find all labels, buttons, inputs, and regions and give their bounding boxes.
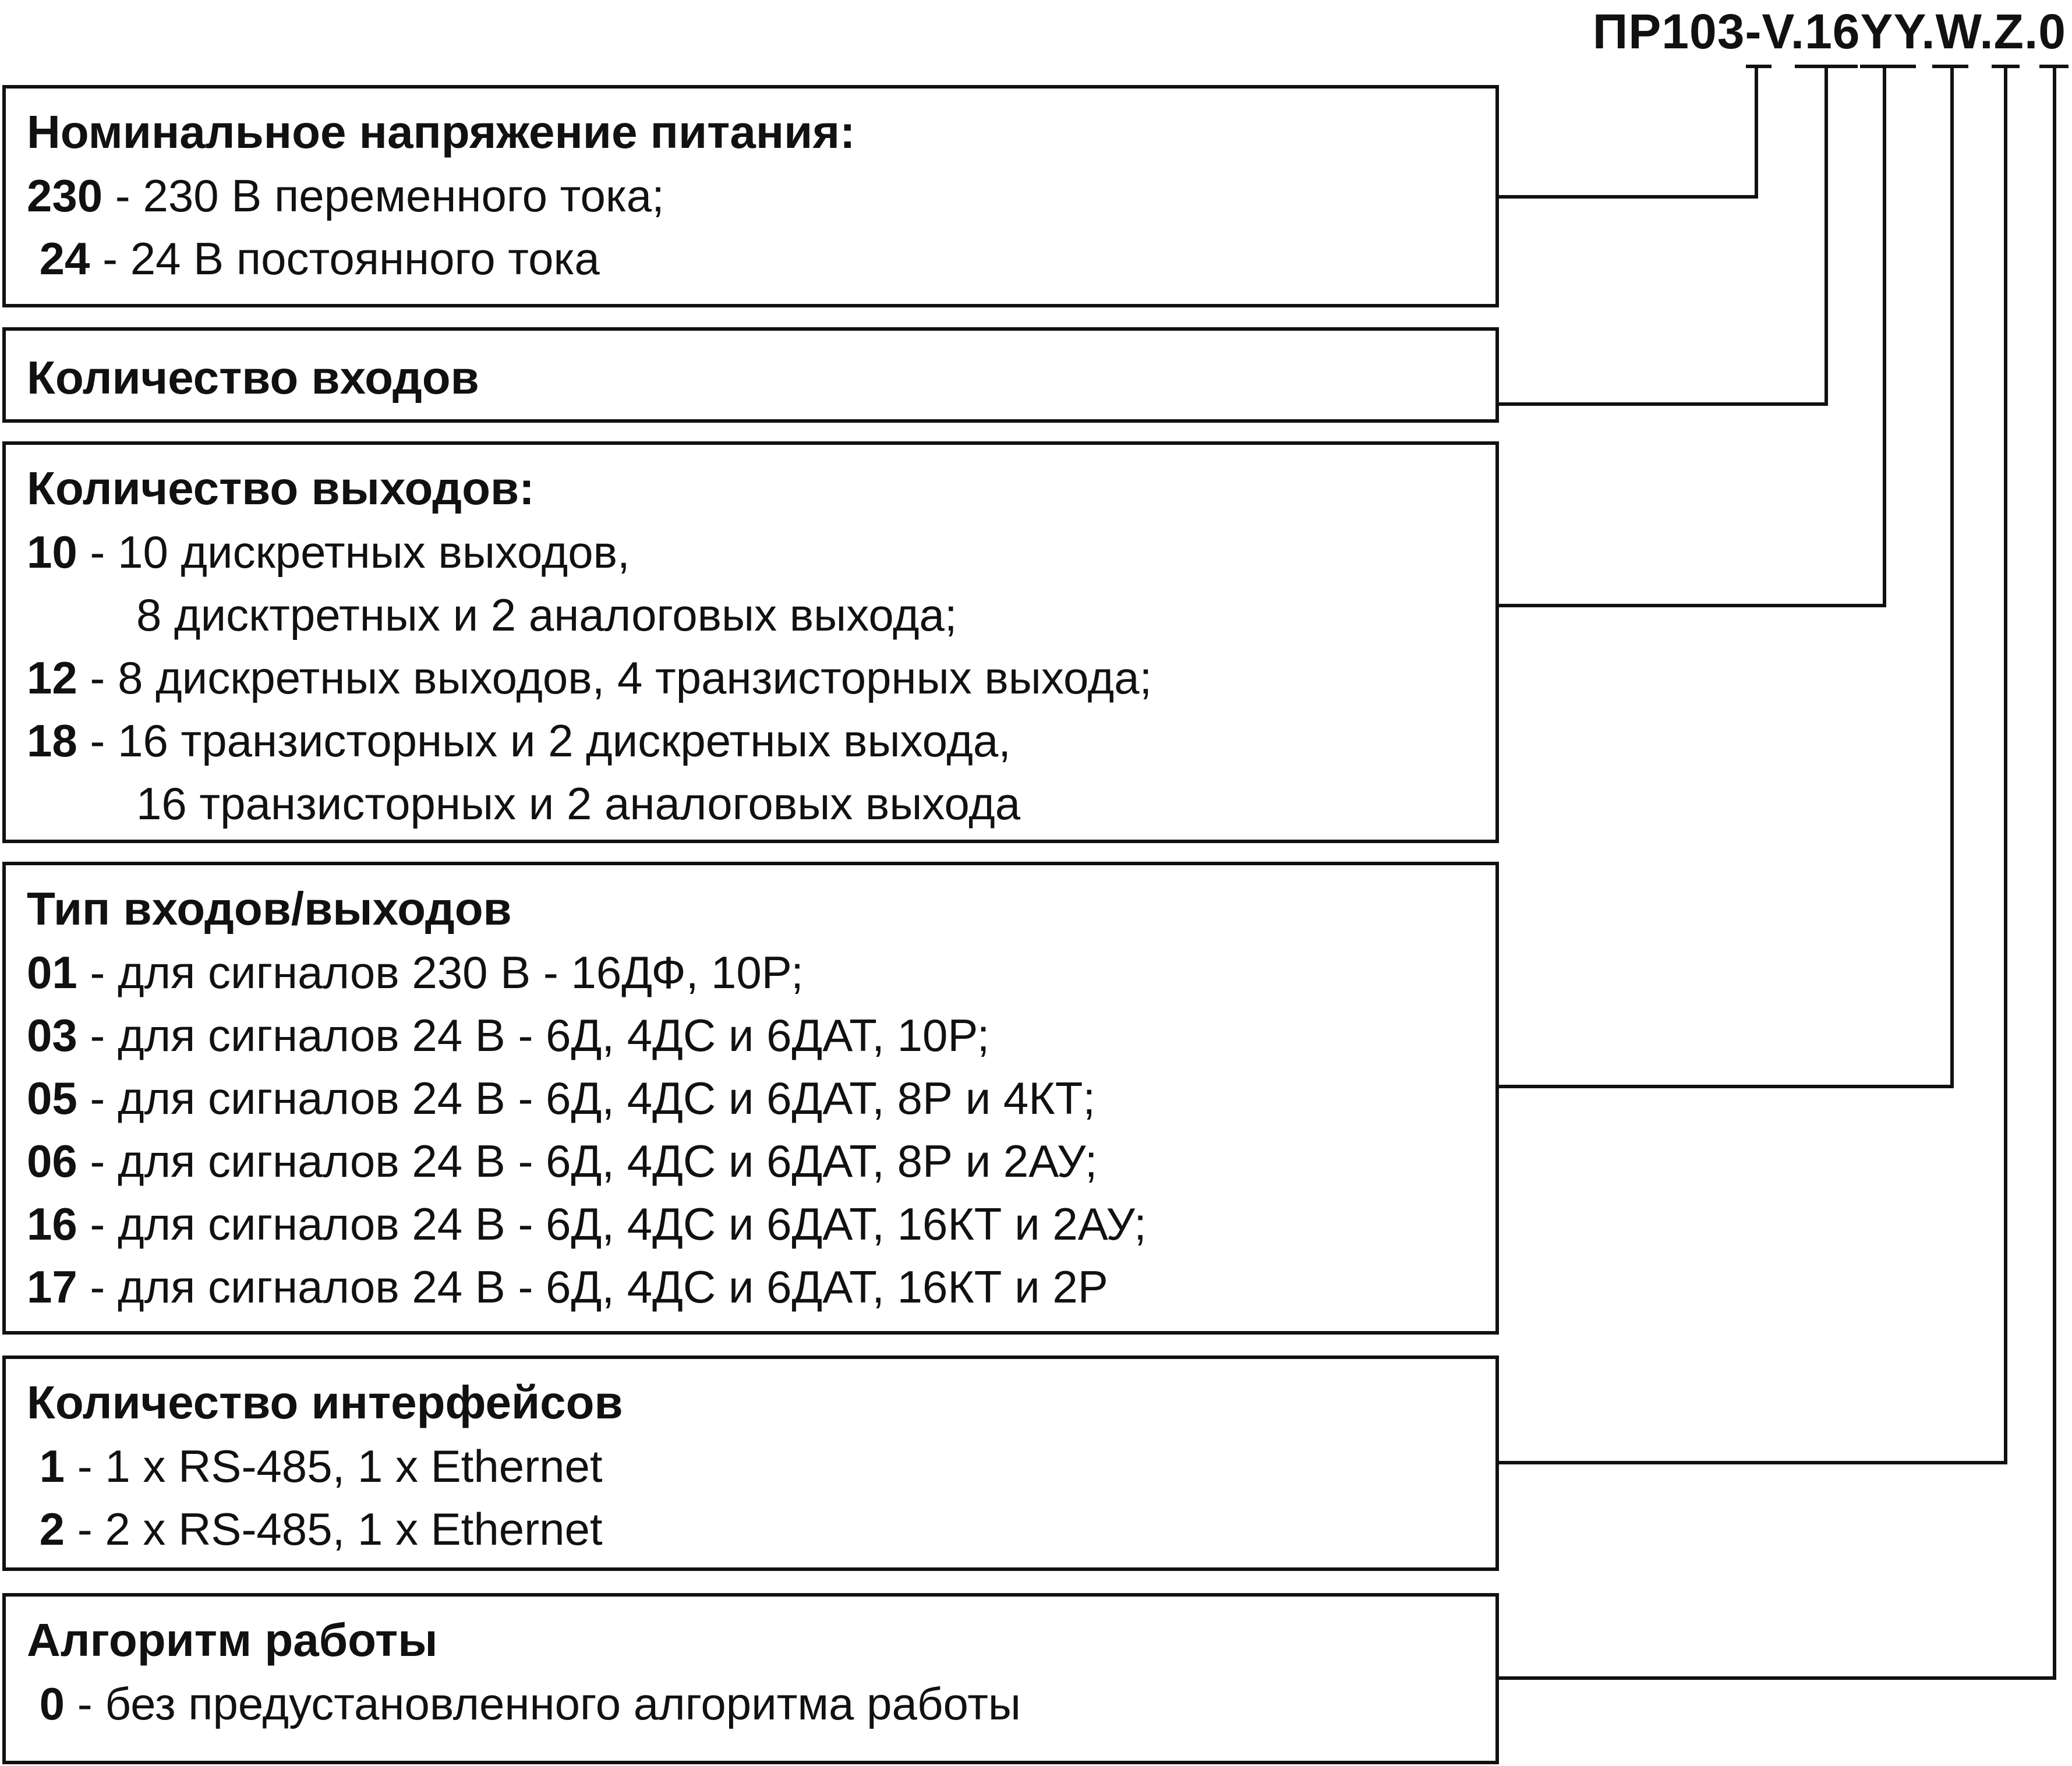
option-key: 230 bbox=[27, 170, 103, 221]
option-text: - для сигналов 230 В - 16ДФ, 10Р; bbox=[77, 947, 804, 998]
connector-outputs bbox=[1499, 66, 1884, 606]
interfaces-box bbox=[2, 1356, 1499, 1571]
option-text: - 230 В переменного тока; bbox=[102, 170, 664, 221]
option-text: - для сигналов 24 В - 6Д, 4ДС и 6ДАТ, 8Р и 2АУ; bbox=[77, 1135, 1098, 1187]
code-part-w: W bbox=[1935, 4, 1980, 59]
option-line bbox=[27, 164, 1475, 227]
connector-io-type bbox=[1499, 66, 1952, 1087]
option-text: - без предустановленного алгоритма работы bbox=[65, 1678, 1021, 1729]
code-dot: . bbox=[2024, 4, 2039, 59]
connector-algorithm bbox=[1499, 66, 2055, 1678]
option-line bbox=[27, 1004, 1475, 1067]
option-line bbox=[27, 1130, 1475, 1192]
option-line bbox=[27, 709, 1475, 772]
outputs-count-box bbox=[2, 441, 1499, 843]
option-line bbox=[27, 941, 1475, 1004]
option-key: 1 bbox=[27, 1441, 65, 1492]
option-key: 24 bbox=[27, 233, 90, 284]
option-key: 10 bbox=[27, 526, 77, 578]
option-key: 18 bbox=[27, 715, 77, 766]
code-part-algorithm: 0 bbox=[2038, 4, 2066, 59]
code-dot: . bbox=[1921, 4, 1936, 59]
option-key: 05 bbox=[27, 1073, 77, 1124]
option-line bbox=[27, 1435, 1475, 1498]
model-code bbox=[1592, 4, 2066, 59]
code-part-z: Z bbox=[1993, 4, 2024, 59]
box-title: Тип входов/выходов bbox=[27, 883, 512, 935]
box-title: Алгоритм работы bbox=[27, 1614, 438, 1666]
supply-voltage-box bbox=[2, 85, 1499, 307]
option-text: 16 транзисторных и 2 аналоговых выхода bbox=[136, 778, 1021, 829]
option-key: 01 bbox=[27, 947, 77, 998]
option-key: 06 bbox=[27, 1135, 77, 1187]
option-key: 17 bbox=[27, 1261, 77, 1312]
box-title: Количество выходов: bbox=[27, 462, 535, 514]
code-part-v: V bbox=[1762, 4, 1791, 59]
option-line bbox=[27, 1255, 1475, 1318]
option-key: 12 bbox=[27, 652, 77, 703]
option-line bbox=[27, 772, 1475, 835]
box-title: Количество входов bbox=[27, 352, 479, 404]
option-line bbox=[27, 1067, 1475, 1130]
option-line bbox=[27, 1498, 1475, 1560]
option-text: - для сигналов 24 В - 6Д, 4ДС и 6ДАТ, 10Р; bbox=[77, 1010, 990, 1061]
option-text: - для сигналов 24 В - 6Д, 4ДС и 6ДАТ, 16КТ и 2Р bbox=[77, 1261, 1108, 1312]
algorithm-box bbox=[2, 1593, 1499, 1764]
code-part-inputs: 16 bbox=[1805, 4, 1861, 59]
option-text: - для сигналов 24 В - 6Д, 4ДС и 6ДАТ, 16КТ и 2АУ; bbox=[77, 1198, 1147, 1250]
model-code-prefix: ПР103- bbox=[1592, 4, 1762, 59]
option-text: - 10 дискретных выходов, bbox=[77, 526, 630, 578]
inputs-count-box bbox=[2, 327, 1499, 423]
option-key: 03 bbox=[27, 1010, 77, 1061]
option-line bbox=[27, 646, 1475, 709]
code-dot: . bbox=[1979, 4, 1994, 59]
option-text: - 2 x RS-485, 1 x Ethernet bbox=[65, 1503, 603, 1555]
option-line bbox=[27, 583, 1475, 646]
io-type-box bbox=[2, 862, 1499, 1335]
option-text: - 1 x RS-485, 1 x Ethernet bbox=[65, 1441, 603, 1492]
option-line bbox=[27, 1192, 1475, 1255]
option-key: 0 bbox=[27, 1678, 65, 1729]
box-title: Количество интерфейсов bbox=[27, 1376, 623, 1428]
code-part-yy: YY bbox=[1860, 4, 1922, 59]
connector-interfaces bbox=[1499, 66, 2006, 1463]
option-text: - 8 дискретных выходов, 4 транзисторных выхода; bbox=[77, 652, 1152, 703]
option-line bbox=[27, 1672, 1475, 1735]
code-dot: . bbox=[1790, 4, 1805, 59]
option-text: 8 дисктретных и 2 аналоговых выхода; bbox=[136, 589, 957, 640]
option-line bbox=[27, 521, 1475, 583]
option-text: - 24 В постоянного тока bbox=[90, 233, 600, 284]
option-text: - для сигналов 24 В - 6Д, 4ДС и 6ДАТ, 8Р и 4КТ; bbox=[77, 1073, 1096, 1124]
connector-inputs bbox=[1499, 66, 1826, 404]
connector-supply-voltage bbox=[1499, 66, 1756, 197]
box-title: Номинальное напряжение питания: bbox=[27, 106, 855, 158]
option-text: - 16 транзисторных и 2 дискретных выхода, bbox=[77, 715, 1011, 766]
option-key: 16 bbox=[27, 1198, 77, 1250]
option-line bbox=[27, 227, 1475, 290]
option-key: 2 bbox=[27, 1503, 65, 1555]
